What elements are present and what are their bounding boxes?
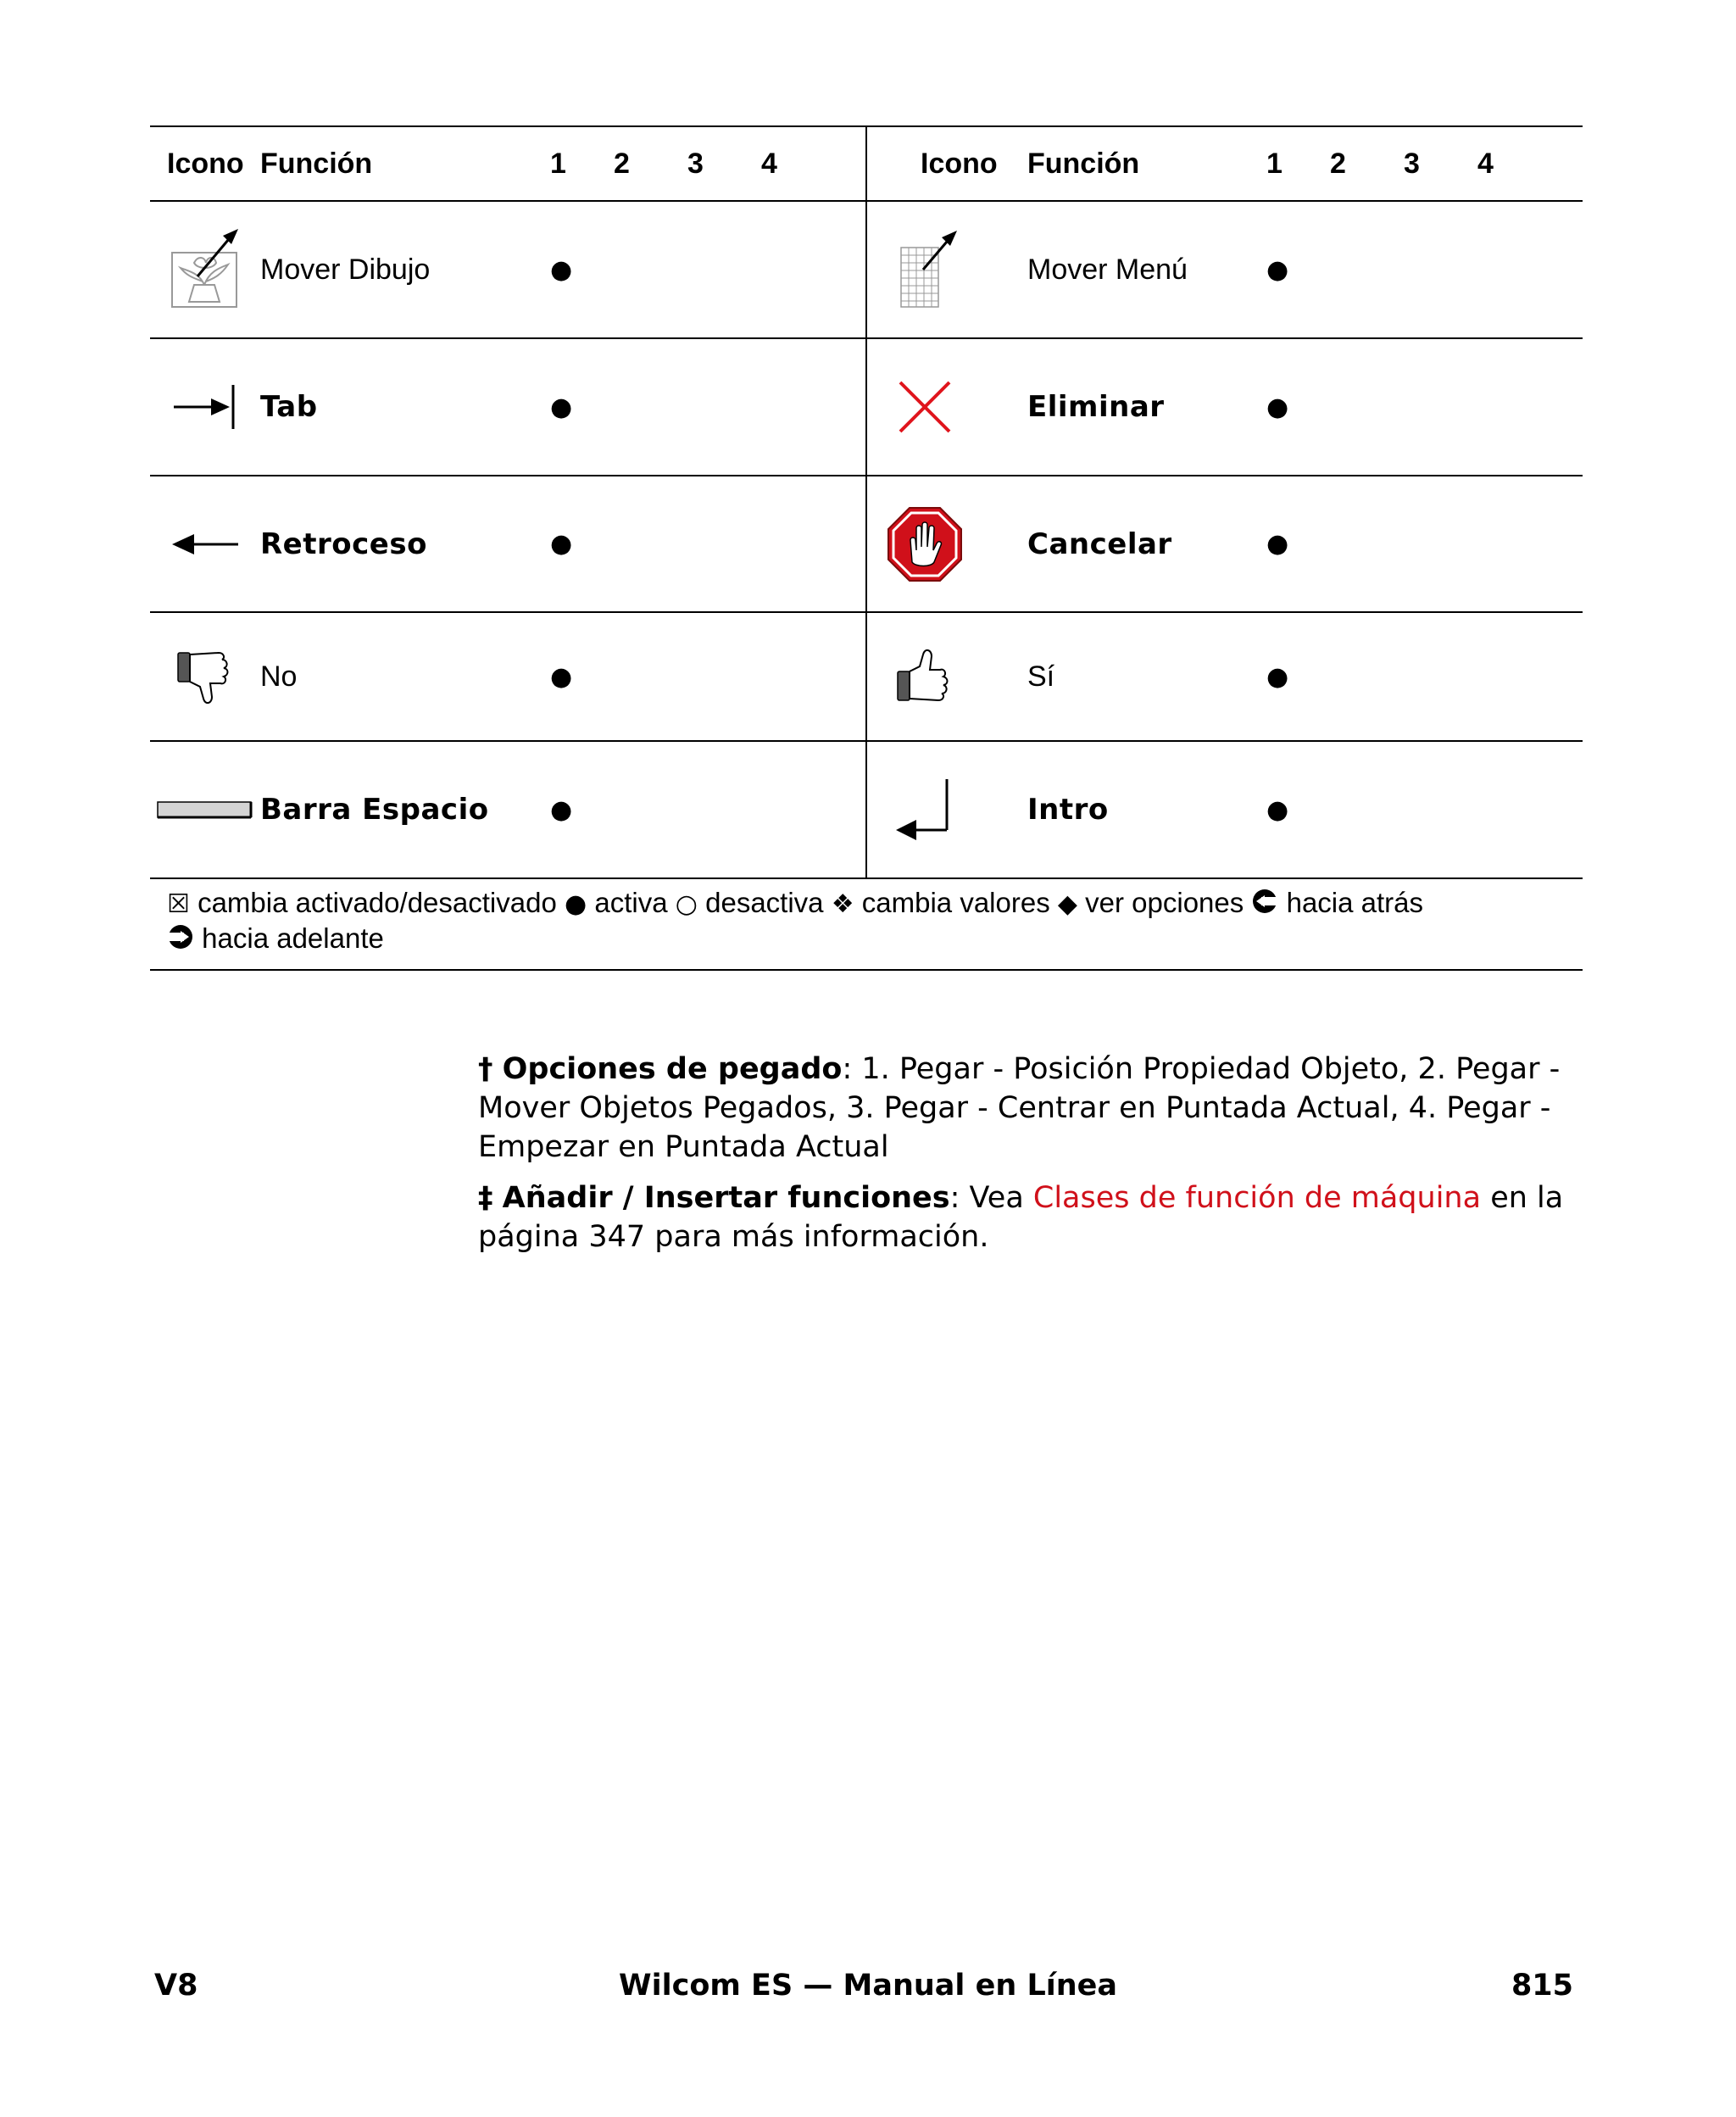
row2-left-label: Tab (260, 338, 540, 476)
machine-function-classes-link[interactable]: Clases de función de máquina (1032, 1181, 1482, 1215)
row2-left-marker: ● (540, 338, 614, 476)
paste-note (478, 1050, 1580, 1167)
header-col1-left: 1 (540, 126, 614, 201)
paste-note-mark: † (478, 1052, 493, 1086)
row5-left-icon-cell (150, 741, 260, 878)
row2-left-icon-cell (150, 338, 260, 476)
table-row (150, 476, 1583, 612)
on-symbol: ● (565, 889, 587, 919)
enter-arrow-icon (891, 776, 959, 844)
row3-right-label: Cancelar (976, 476, 1256, 612)
legend-back-text: hacia atrás (1286, 887, 1424, 918)
row2-right-label: Eliminar (976, 338, 1256, 476)
row3-left-marker: ● (540, 476, 614, 612)
header-col2-left: 2 (614, 126, 687, 201)
legend-options-text: ver opciones (1085, 887, 1244, 918)
row1-right-label: Mover Menú (976, 201, 1256, 338)
row4-right-icon-cell (866, 612, 976, 741)
header-icon-right: Icono (866, 126, 976, 201)
row2-right-icon-cell (866, 338, 976, 476)
function-table (150, 125, 1583, 971)
space-bar-icon (156, 797, 254, 822)
add-note (478, 1178, 1580, 1256)
row1-left-label: Mover Dibujo (260, 201, 540, 338)
header-col4-left: 4 (761, 126, 866, 201)
legend (150, 878, 1583, 970)
row1-left-icon-cell (150, 201, 260, 338)
thumbs-up-icon (891, 643, 959, 710)
legend-off-text: desactiva (705, 887, 824, 918)
header-icon-left: Icono (150, 126, 260, 201)
row3-right-marker: ● (1256, 476, 1330, 612)
cycle-symbol: ❖ (831, 889, 854, 919)
header-col3-right: 3 (1404, 126, 1477, 201)
paste-note-text: : 1. Pegar - Posición Propiedad Objeto, 2. Pegar - Mover Objetos Pegados, 3. Pegar - Centrar en Puntada Actual, 4. Pegar - Empezar en Puntada Actual (478, 1052, 1561, 1164)
back-circle-arrow-icon (1251, 888, 1278, 915)
footer-version: V8 (154, 1969, 198, 2003)
add-note-title: Añadir / Insertar funciones (502, 1181, 950, 1215)
row5-right-marker: ● (1256, 741, 1330, 878)
options-symbol: ◆ (1057, 889, 1077, 919)
stop-hand-icon (887, 506, 963, 582)
add-note-text-after: en la página 347 para más información. (478, 1181, 1564, 1254)
footer-title: Wilcom ES — Manual en Línea (618, 1969, 1118, 2003)
add-note-mark: ‡ (478, 1181, 493, 1215)
row1-right-marker: ● (1256, 201, 1330, 338)
forward-circle-arrow-icon (167, 923, 194, 950)
legend-toggle-text: cambia activado/desactivado (198, 887, 557, 918)
move-design-icon (169, 229, 242, 310)
table-row (150, 612, 1583, 741)
header-function-right: Función (976, 126, 1256, 201)
table-row (150, 741, 1583, 878)
notes (478, 1050, 1580, 1268)
row4-left-icon-cell (150, 612, 260, 741)
row2-right-marker: ● (1256, 338, 1330, 476)
header-col4-right: 4 (1477, 126, 1583, 201)
delete-x-icon (895, 377, 954, 437)
row5-right-icon-cell (866, 741, 976, 878)
header-col1-right: 1 (1256, 126, 1330, 201)
row3-left-label: Retroceso (260, 476, 540, 612)
tab-arrow-icon (167, 382, 243, 432)
toggle-symbol: ☒ (167, 889, 190, 919)
paste-note-title: Opciones de pegado (502, 1052, 843, 1086)
legend-on-text: activa (594, 887, 668, 918)
table-row (150, 338, 1583, 476)
row4-left-label: No (260, 612, 540, 741)
row4-left-marker: ● (540, 612, 614, 741)
row3-right-icon-cell (866, 476, 976, 612)
add-note-text-before: : Vea (949, 1181, 1033, 1215)
row4-right-marker: ● (1256, 612, 1330, 741)
table-row (150, 201, 1583, 338)
row3-left-icon-cell (150, 476, 260, 612)
row1-right-icon-cell (866, 201, 976, 338)
header-function-left: Función (260, 126, 540, 201)
legend-row (150, 878, 1583, 970)
thumbs-down-icon (171, 643, 239, 710)
footer-page-number: 815 (1511, 1969, 1573, 2003)
header-col3-left: 3 (687, 126, 761, 201)
move-menu-icon (891, 229, 959, 310)
backspace-arrow-icon (167, 523, 243, 565)
off-symbol: ○ (675, 889, 698, 919)
row5-left-marker: ● (540, 741, 614, 878)
legend-forward-text: hacia adelante (202, 922, 384, 954)
row1-left-marker: ● (540, 201, 614, 338)
row4-right-label: Sí (976, 612, 1256, 741)
legend-cycle-text: cambia valores (861, 887, 1050, 918)
header-col2-right: 2 (1330, 126, 1404, 201)
table-header-row (150, 126, 1583, 201)
row5-left-label: Barra Espacio (260, 741, 540, 878)
row5-right-label: Intro (976, 741, 1256, 878)
